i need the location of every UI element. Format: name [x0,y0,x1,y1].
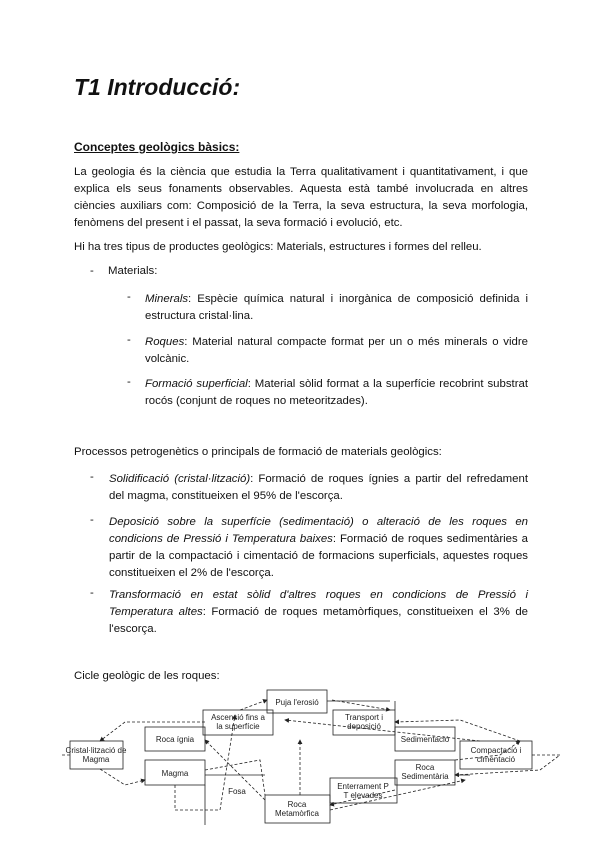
label-cristal-1: Cristal·lització de [65,746,127,755]
types-paragraph: Hi ha tres tipus de productes geològics: Materials, estructures i formes del relleu. [74,241,482,253]
material-item-minerals: Minerals: Espècie química natural i inorgànica de composició definida i estructura cristal·lina. [145,293,528,322]
bullet-dash: - [90,265,94,277]
label-enterrament-2: T elevades [343,791,383,800]
label-ascensio-1: Ascensió fins a [211,713,265,722]
label-roca-met-1: Roca [287,800,307,809]
label-ascensio-2: la superfície [216,722,260,731]
label-compact-2: cimentació [476,755,516,764]
label-transport-1: Transport i [345,713,383,722]
bullet-dash: - [127,291,131,303]
bullet-dash: - [127,334,131,346]
label-fosa: Fosa [228,787,246,796]
label-roca-met-2: Metamòrfica [274,809,320,818]
page-title: T1 Introducció: [74,74,241,100]
label-compact-1: Compactació i [470,746,522,755]
label-puja: Puja l'erosió [275,698,319,707]
process-item-transformacio: Transformació en estat sòlid d'altres roques en condicions de Pressió i Temperatura altes: Formació de roques metamòrfiques, constitueixen el 3% de l'escorça. [109,589,529,635]
label-roca-sed-2: Sedimentària [401,772,449,781]
material-item-roques: Roques: Material natural compacte format per un o més minerals o vidre volcànic. [145,336,528,365]
materials-label: Materials: [108,265,158,277]
label-roca-sed-1: Roca [415,763,435,772]
bullet-dash: - [90,587,94,599]
section-heading: Conceptes geològics bàsics: [74,140,240,154]
label-cristal-2: Magma [82,755,110,764]
intro-paragraph: La geologia és la ciència que estudia la Terra qualitativament i quantitativament, i que explica els seus fonaments observables. Aquesta està també involucrada en altres ciències auxiliars com: Composició de la Terra, la seva estructura, la seva morfologia, fenòmens del present i el passat, la seva formació i evolució, etc. [74,166,528,229]
label-magma: Magma [161,769,189,778]
cycle-title: Cicle geològic de les roques: [74,670,220,682]
bullet-dash: - [90,471,94,483]
bullet-dash: - [127,376,131,388]
label-sedimentacio: Sedimentació [400,735,450,744]
bullet-dash: - [90,514,94,526]
process-item-deposicio: Deposició sobre la superfície (sedimentació) o alteració de les roques en condicions de Pressió i Temperatura baixes: Formació de roques sedimentàries a partir de la compactació i cimentació de formacions superficials, aquestes roques constitueixen el 2% de l'escorça. [109,516,528,579]
label-transport-2: deposició [347,722,381,731]
label-roca-ignia: Roca ígnia [155,735,195,744]
material-item-formacio: Formació superficial: Material sòlid format a la superfície recobrint substrat rocós (conjunt de roques no meteoritzades). [145,378,529,407]
process-item-solidificacio: Solidificació (cristal·lització): Formació de roques ígnies a partir del refredament del magma, constitueixen el 95% de l'escorça. [109,473,528,502]
label-enterrament-1: Enterrament P [337,782,389,791]
processes-paragraph: Processos petrogenètics o principals de formació de materials geològics: [74,446,442,458]
